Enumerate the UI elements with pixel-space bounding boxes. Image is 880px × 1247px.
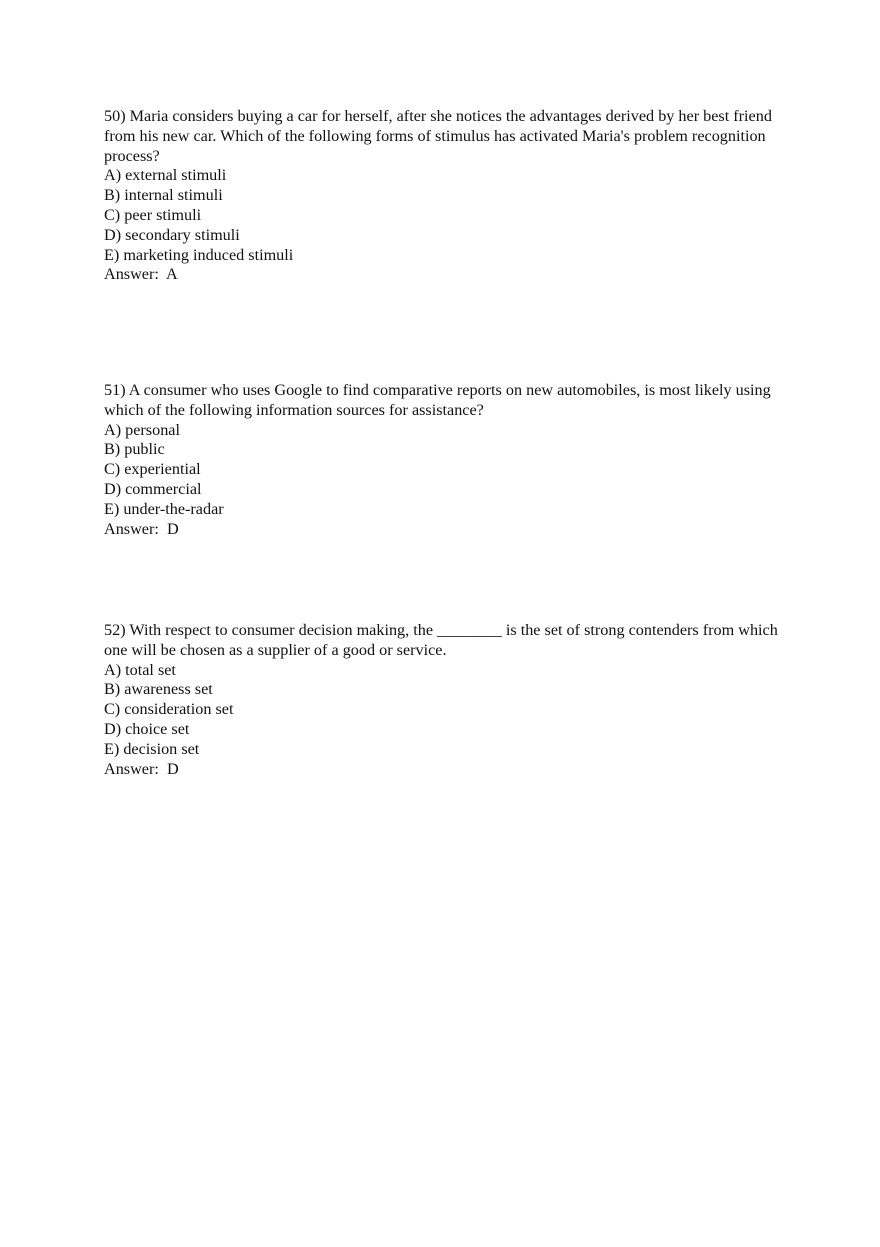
option-a: A) total set	[104, 660, 176, 679]
answer-key: Answer: D	[104, 519, 179, 538]
option-e: E) decision set	[104, 739, 200, 758]
answer-key: Answer: A	[104, 265, 178, 284]
question-50	[104, 107, 784, 285]
option-d: D) commercial	[104, 479, 202, 498]
option-b: B) awareness set	[104, 680, 213, 699]
option-d: D) choice set	[104, 719, 190, 738]
option-a: A) personal	[104, 420, 180, 439]
answer-options	[104, 661, 784, 760]
option-b: B) public	[104, 440, 165, 459]
option-d: D) secondary stimuli	[104, 225, 240, 244]
option-c: C) peer stimuli	[104, 205, 202, 224]
option-b: B) internal stimuli	[104, 186, 223, 205]
question-stem: 52) With respect to consumer decision making, the ________ is the set of strong contenders from which one will be chosen as a supplier of a good or service.	[104, 621, 778, 659]
question-stem: 50) Maria considers buying a car for herself, after she notices the advantages derived by her best friend from his new car. Which of the following forms of stimulus has activated Maria's problem recognition process?	[104, 107, 772, 165]
answer-options	[104, 166, 784, 265]
option-e: E) marketing induced stimuli	[104, 245, 294, 264]
question-stem: 51) A consumer who uses Google to find comparative reports on new automobiles, is most likely using which of the following information sources for assistance?	[104, 381, 771, 419]
question-52	[104, 621, 784, 779]
answer-options	[104, 421, 784, 520]
question-51	[104, 381, 784, 539]
option-a: A) external stimuli	[104, 166, 227, 185]
option-c: C) consideration set	[104, 700, 234, 719]
option-c: C) experiential	[104, 460, 201, 479]
answer-key: Answer: D	[104, 759, 179, 778]
option-e: E) under-the-radar	[104, 499, 224, 518]
